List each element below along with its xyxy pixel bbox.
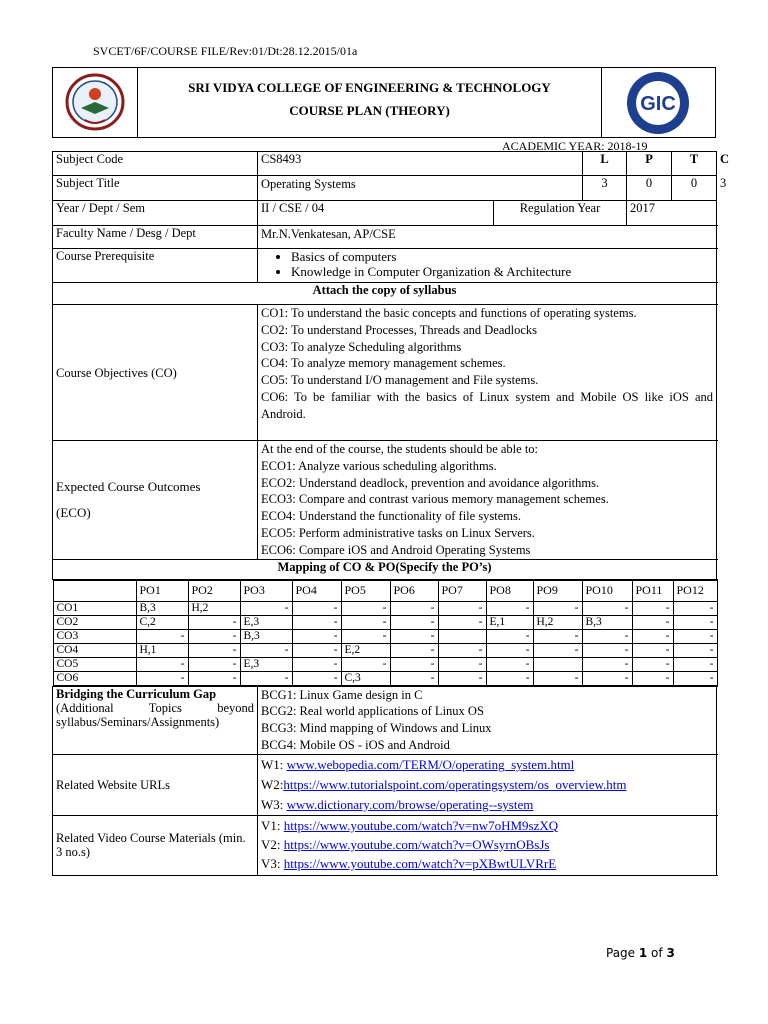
po-header: PO9	[533, 580, 582, 601]
regulation-year: 2017	[627, 201, 717, 226]
mapping-cell: -	[632, 629, 673, 643]
document-header	[52, 67, 716, 138]
website-urls-label: Related Website URLs	[53, 754, 258, 815]
mapping-cell: -	[673, 657, 717, 671]
mapping-cell: -	[188, 671, 240, 685]
mapping-cell: -	[341, 657, 390, 671]
mapping-cell: E,3	[240, 657, 292, 671]
po-header: PO7	[438, 580, 486, 601]
mapping-cell: -	[533, 643, 582, 657]
mapping-cell: B,3	[582, 615, 632, 629]
mapping-cell: -	[486, 657, 533, 671]
mapping-cell: -	[582, 601, 632, 615]
mapping-cell: -	[632, 657, 673, 671]
mapping-row	[53, 671, 717, 685]
mapping-cell: -	[390, 601, 438, 615]
ltpc-t-header: T	[672, 152, 717, 176]
mapping-cell: -	[136, 671, 188, 685]
mapping-cell: -	[292, 671, 341, 685]
mapping-cell: -	[136, 629, 188, 643]
mapping-cell: -	[632, 615, 673, 629]
subject-code: CS8493	[258, 152, 583, 176]
mapping-row	[53, 615, 717, 629]
website-link-1[interactable]: www.webopedia.com/TERM/O/operating_system.html	[286, 756, 575, 772]
prerequisite-label: Course Prerequisite	[53, 249, 258, 283]
syllabus-heading: Attach the copy of syllabus	[53, 283, 717, 305]
mapping-cell: -	[240, 643, 292, 657]
video-link-1[interactable]: https://www.youtube.com/watch?v=nw7oHM9szXQ	[283, 817, 559, 833]
mapping-cell: -	[341, 601, 390, 615]
outcome-item: ECO3: Compare and contrast various memory management schemes.	[261, 492, 609, 507]
mapping-cell: -	[632, 671, 673, 685]
ltpc-l-value: 3	[583, 176, 627, 201]
website-urls: W1: www.webopedia.com/TERM/O/operating_system.html W2:https://www.tutorialspoint.com/operatingsystem/os_overview.htm W3: www.dictionary.com/browse/operating--system	[258, 754, 717, 815]
mapping-cell: -	[582, 629, 632, 643]
po-header: PO10	[582, 580, 632, 601]
expected-outcomes	[258, 441, 717, 560]
po-header: PO2	[188, 580, 240, 601]
course-objectives-label: Course Objectives (CO)	[53, 305, 258, 441]
website-link-2[interactable]: https://www.tutorialspoint.com/operatingsystem/os_overview.htm	[283, 776, 627, 792]
mapping-cell: -	[292, 657, 341, 671]
po-header: PO6	[390, 580, 438, 601]
svg-text:GIC: GIC	[640, 93, 676, 115]
mapping-cell: H,2	[188, 601, 240, 615]
mapping-cell: B,3	[136, 601, 188, 615]
mapping-cell: -	[582, 657, 632, 671]
mapping-cell: -	[292, 643, 341, 657]
mapping-cell: H,2	[533, 615, 582, 629]
prerequisite-list	[258, 249, 717, 283]
mapping-row	[53, 601, 717, 615]
mapping-cell: -	[438, 643, 486, 657]
mapping-cell: -	[292, 601, 341, 615]
mapping-cell: -	[188, 657, 240, 671]
mapping-co-label: CO6	[53, 671, 136, 685]
prerequisite-item: • Basics of computers	[291, 249, 713, 264]
mapping-cell: -	[390, 615, 438, 629]
mapping-cell: -	[390, 643, 438, 657]
ltpc-l-header: L	[583, 152, 627, 176]
mapping-cell: C,3	[341, 671, 390, 685]
mapping-cell: -	[438, 657, 486, 671]
mapping-cell: -	[292, 615, 341, 629]
objective-item: CO6: To be familiar with the basics of Linux system and Mobile OS like iOS and Android.	[261, 389, 714, 421]
po-header: PO5	[341, 580, 390, 601]
course-objectives	[258, 305, 717, 441]
outcome-item: ECO4: Understand the functionality of file systems.	[261, 509, 522, 524]
outcome-item: ECO2: Understand deadlock, prevention and avoidance algorithms.	[261, 475, 600, 490]
mapping-row	[53, 643, 717, 657]
year-dept-sem: II / CSE / 04	[258, 201, 494, 226]
mapping-cell: E,2	[341, 643, 390, 657]
mapping-cell: -	[438, 601, 486, 615]
mapping-row	[53, 657, 717, 671]
po-header: PO3	[240, 580, 292, 601]
outcome-item: ECO5: Perform administrative tasks on Linux Servers.	[261, 525, 535, 540]
mapping-cell: -	[438, 615, 486, 629]
mapping-co-label: CO5	[53, 657, 136, 671]
objective-item: CO1: To understand the basic concepts and functions of operating systems.	[261, 306, 637, 320]
mapping-cell: -	[438, 671, 486, 685]
bcg-item: BCG4: Mobile OS - iOS and Android	[261, 737, 450, 752]
mapping-cell: -	[188, 629, 240, 643]
po-header: PO8	[486, 580, 533, 601]
po-header: PO12	[673, 580, 717, 601]
mapping-cell: -	[673, 643, 717, 657]
mapping-cell: -	[292, 629, 341, 643]
mapping-cell	[533, 657, 582, 671]
mapping-cell: -	[673, 615, 717, 629]
mapping-cell: -	[390, 671, 438, 685]
outcome-item: ECO1: Analyze various scheduling algorithms.	[261, 458, 497, 473]
mapping-cell: -	[673, 671, 717, 685]
video-materials-label: Related Video Course Materials (min. 3 no.s)	[53, 815, 258, 875]
mapping-cell: -	[486, 643, 533, 657]
mapping-row	[53, 629, 717, 643]
bcg-item: BCG1: Linux Game design in C	[261, 687, 423, 702]
po-header: PO1	[136, 580, 188, 601]
mapping-cell: -	[341, 615, 390, 629]
mapping-cell: -	[486, 601, 533, 615]
mapping-cell: -	[673, 629, 717, 643]
objective-item: CO4: To analyze memory management schemes.	[261, 356, 506, 371]
mapping-cell: -	[341, 629, 390, 643]
mapping-cell: -	[240, 601, 292, 615]
mapping-corner	[53, 580, 136, 601]
mapping-co-label: CO2	[53, 615, 136, 629]
objective-item: CO5: To understand I/O management and File systems.	[261, 373, 539, 388]
bridging-gap-topics	[258, 686, 717, 754]
mapping-cell: -	[533, 601, 582, 615]
outcomes-intro: At the end of the course, the students should be able to:	[261, 442, 539, 456]
video-materials: V1: https://www.youtube.com/watch?v=nw7oHM9szXQ V2: https://www.youtube.com/watch?v=OWsyrnOBsJs V3: https://www.youtube.com/watch?v=pXBwtULVRrE	[258, 815, 717, 875]
subject-title-label: Subject Title	[53, 176, 258, 201]
video-link-3[interactable]: https://www.youtube.com/watch?v=pXBwtULVRrE	[283, 855, 557, 871]
objective-item: CO2: To understand Processes, Threads and Deadlocks	[261, 322, 538, 337]
faculty-label: Faculty Name / Desg / Dept	[53, 226, 258, 249]
mapping-cell: -	[582, 671, 632, 685]
mapping-co-label: CO4	[53, 643, 136, 657]
prerequisite-item: • Knowledge in Computer Organization & Architecture	[291, 264, 713, 279]
mapping-cell: -	[582, 643, 632, 657]
bridging-gap-label: Bridging the Curriculum Gap (Additional Topics beyond syllabus/Seminars/Assignments)	[53, 686, 258, 754]
mapping-co-label: CO1	[53, 601, 136, 615]
mapping-cell: C,2	[136, 615, 188, 629]
mapping-cell: -	[240, 671, 292, 685]
academic-year: ACADEMIC YEAR: 2018-19	[502, 139, 648, 153]
mapping-cell: -	[673, 601, 717, 615]
co-po-mapping-table	[53, 580, 718, 686]
page-number: Page 1 of 3	[606, 946, 675, 960]
document-reference: SVCET/6F/COURSE FILE/Rev:01/Dt:28.12.2015/01a	[93, 44, 358, 58]
certification-logo	[601, 68, 715, 137]
subject-title: Operating Systems	[258, 176, 583, 201]
mapping-cell: E,3	[240, 615, 292, 629]
mapping-cell: -	[136, 657, 188, 671]
mapping-co-label: CO3	[53, 629, 136, 643]
mapping-cell	[438, 629, 486, 643]
mapping-cell: -	[486, 671, 533, 685]
bcg-item: BCG3: Mind mapping of Windows and Linux	[261, 721, 492, 736]
mapping-cell: -	[390, 657, 438, 671]
college-name: SRI VIDYA COLLEGE OF ENGINEERING & TECHNOLOGY	[188, 80, 551, 95]
faculty-name: Mr.N.Venkatesan, AP/CSE	[258, 226, 717, 249]
outcome-item: ECO6: Compare iOS and Android Operating Systems	[261, 542, 531, 557]
po-header: PO11	[632, 580, 673, 601]
expected-outcomes-label: Expected Course Outcomes (ECO)	[53, 441, 258, 560]
year-dept-sem-label: Year / Dept / Sem	[53, 201, 258, 226]
ltpc-p-header: P	[627, 152, 672, 176]
mapping-cell: -	[188, 643, 240, 657]
course-plan-table: Subject Code CS8493 L P T C Subject Title Operating Systems 3 0 0 3 Year / Dept / Sem II / CSE / 04 Regulation Year 2017 Faculty Name / Desg / Dept Mr.N.Venkatesan, AP/CSE Course Prerequisite • Basics of computers • Knowledge in Computer Organization & Architecture Attach the copy of syllabus Course Objectives (CO) CO1: To understand the basic concepts and functions of operating systems. CO2: To understand Processes, Threads and Deadlocks CO3: To analyze Scheduling algorithms CO4: To analyze memory management schemes. CO5: To understand I/O management and File systems. CO6: To be familiar with the basics of Linux system and Mobile OS like iOS and Android. Expected Course Outcomes (ECO) At the end of the course, the students should be able to: ECO1: Analyze various scheduling algorithms. ECO2: Understand deadlock, prevention and avoidance algorithms. ECO3: Compare and contrast various memory management schemes. ECO4: Understand the functionality of file systems. ECO5: Perform administrative tasks on Linux Servers. ECO6: Compare iOS and Android Operating Systems Mapping of CO & PO(Specify the PO’s) PO1 PO2 PO3 PO4 PO5 PO6 PO7 PO8 PO9 PO10 PO11 PO12 CO1 B,3 H,2 - - - - - - - - - - CO2 C,2 - E,3 - - - - E,1 H,2 B,3 - - CO3 - - B,3 - - - - - - - - CO4 H,1 - - - E,2 - - - - - - - CO5 - - E,3 - - - - - - - - CO6 - - - - C,3 - - - - - - - Bridging the Curriculum Gap (Additional Topics beyond syllabus/Seminars/Assignments) BCG1: Linux Game design in C BCG2: Real world applications of Linux OS BCG3: Mind mapping of Windows and Linux BCG4: Mobile OS - iOS and Android Related Website URLs W1: www.webopedia.com/TERM/O/operating_system.html W2:https://www.tutorialspoint.com/operatingsystem/os_overview.htm W3: www.dictionary.com/browse/operating--system Related Video Course Materials (min. 3 no.s) V1: https://www.youtube.com/watch?v=nw7oHM9szXQ V2: https://www.youtube.com/watch?v=OWsyrnOBsJs V3: https://www.youtube.com/watch?v=pXBwtULVRrE	[52, 151, 717, 876]
mapping-cell: -	[390, 629, 438, 643]
objective-item: CO3: To analyze Scheduling algorithms	[261, 339, 462, 354]
course-plan-title: COURSE PLAN (THEORY)	[289, 103, 450, 118]
bcg-item: BCG2: Real world applications of Linux OS	[261, 704, 484, 719]
mapping-cell: -	[632, 601, 673, 615]
mapping-cell: -	[632, 643, 673, 657]
college-logo	[53, 68, 138, 137]
mapping-cell: -	[533, 629, 582, 643]
po-header: PO4	[292, 580, 341, 601]
mapping-cell: -	[486, 629, 533, 643]
regulation-label: Regulation Year	[494, 201, 627, 226]
mapping-cell: H,1	[136, 643, 188, 657]
mapping-cell: -	[188, 615, 240, 629]
mapping-cell: B,3	[240, 629, 292, 643]
mapping-cell: E,1	[486, 615, 533, 629]
mapping-heading: Mapping of CO & PO(Specify the PO’s)	[53, 559, 717, 579]
website-link-3[interactable]: www.dictionary.com/browse/operating--system	[286, 796, 534, 812]
ltpc-t-value: 0	[672, 176, 717, 201]
subject-code-label: Subject Code	[53, 152, 258, 176]
mapping-cell: -	[533, 671, 582, 685]
video-link-2[interactable]: https://www.youtube.com/watch?v=OWsyrnOBsJs	[283, 836, 550, 852]
ltpc-p-value: 0	[627, 176, 672, 201]
